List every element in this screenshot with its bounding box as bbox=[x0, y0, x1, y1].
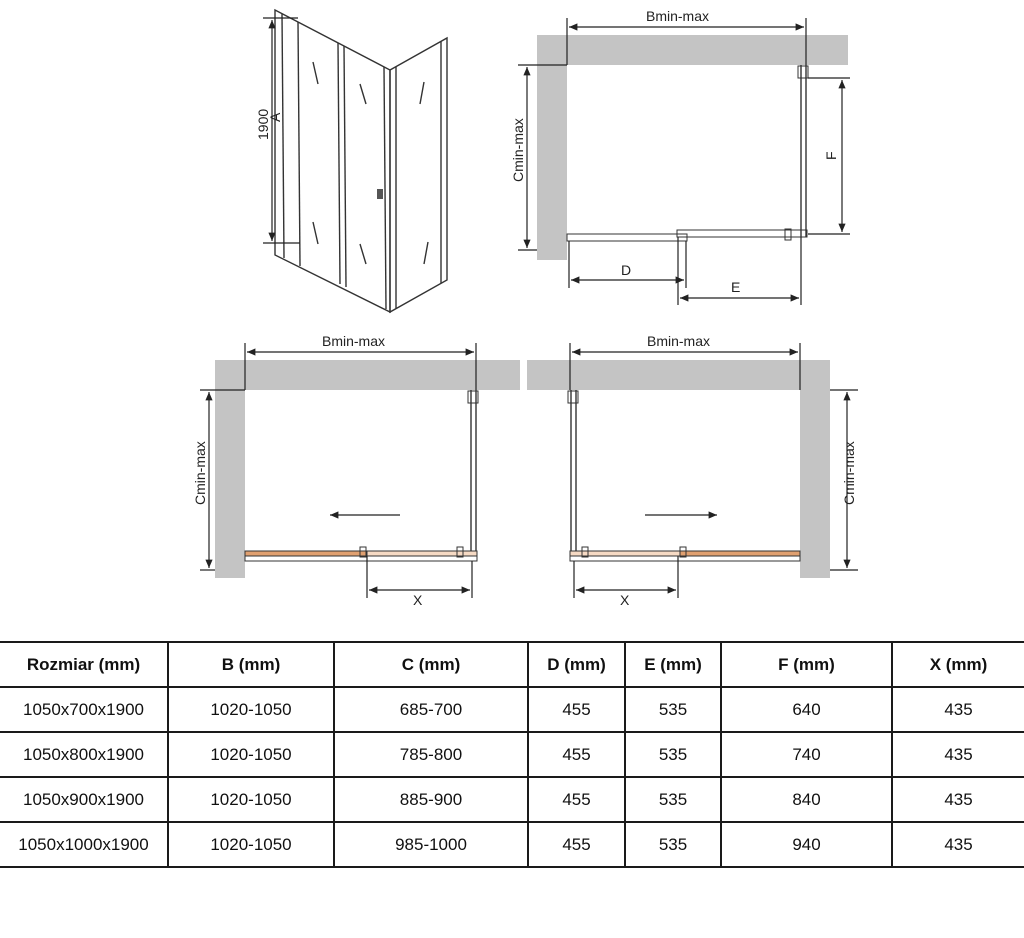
cell-x: 435 bbox=[892, 687, 1024, 732]
c-min-max-label-1: Cmin-max bbox=[510, 118, 526, 182]
cell-c: 985-1000 bbox=[334, 822, 528, 867]
header-f: F (mm) bbox=[721, 642, 892, 687]
cell-f: 640 bbox=[721, 687, 892, 732]
cell-c: 785-800 bbox=[334, 732, 528, 777]
header-b: B (mm) bbox=[168, 642, 334, 687]
height-letter-label: A bbox=[267, 112, 283, 122]
header-c: C (mm) bbox=[334, 642, 528, 687]
cell-x: 435 bbox=[892, 777, 1024, 822]
cell-f: 740 bbox=[721, 732, 892, 777]
cell-f: 940 bbox=[721, 822, 892, 867]
cell-size: 1050x700x1900 bbox=[0, 687, 168, 732]
header-d: D (mm) bbox=[528, 642, 625, 687]
plan-view-bottom-right bbox=[527, 333, 858, 608]
cell-b: 1020-1050 bbox=[168, 687, 334, 732]
cell-size: 1050x900x1900 bbox=[0, 777, 168, 822]
plan-view-bottom-left bbox=[192, 333, 520, 608]
table-row bbox=[0, 822, 1024, 867]
cell-b: 1020-1050 bbox=[168, 777, 334, 822]
height-value-label: 1900 bbox=[255, 108, 271, 140]
cell-f: 840 bbox=[721, 777, 892, 822]
f-label: F bbox=[823, 151, 839, 160]
header-x: X (mm) bbox=[892, 642, 1024, 687]
cell-e: 535 bbox=[625, 732, 721, 777]
c-min-max-label-3: Cmin-max bbox=[841, 441, 857, 505]
table-row bbox=[0, 732, 1024, 777]
cell-d: 455 bbox=[528, 687, 625, 732]
x-label-2: X bbox=[620, 592, 630, 608]
cell-b: 1020-1050 bbox=[168, 732, 334, 777]
cell-c: 685-700 bbox=[334, 687, 528, 732]
cell-size: 1050x800x1900 bbox=[0, 732, 168, 777]
d-label: D bbox=[621, 262, 632, 278]
cell-d: 455 bbox=[528, 732, 625, 777]
cell-e: 535 bbox=[625, 822, 721, 867]
header-e: E (mm) bbox=[625, 642, 721, 687]
cell-d: 455 bbox=[528, 822, 625, 867]
cell-e: 535 bbox=[625, 777, 721, 822]
b-min-max-label-3: Bmin-max bbox=[647, 333, 711, 349]
cell-x: 435 bbox=[892, 732, 1024, 777]
plan-view-top-right bbox=[510, 8, 850, 305]
c-min-max-label-2: Cmin-max bbox=[192, 441, 208, 505]
cell-d: 455 bbox=[528, 777, 625, 822]
perspective-view bbox=[255, 10, 447, 312]
x-label-1: X bbox=[413, 592, 423, 608]
e-label: E bbox=[731, 279, 741, 295]
header-size: Rozmiar (mm) bbox=[0, 642, 168, 687]
cell-e: 535 bbox=[625, 687, 721, 732]
table-header-row bbox=[0, 642, 1024, 687]
cell-c: 885-900 bbox=[334, 777, 528, 822]
cell-x: 435 bbox=[892, 822, 1024, 867]
dimensions-table bbox=[0, 641, 1024, 868]
b-min-max-label-2: Bmin-max bbox=[322, 333, 386, 349]
b-min-max-label-1: Bmin-max bbox=[646, 8, 710, 24]
table-row bbox=[0, 687, 1024, 732]
table-row bbox=[0, 777, 1024, 822]
cell-b: 1020-1050 bbox=[168, 822, 334, 867]
cell-size: 1050x1000x1900 bbox=[0, 822, 168, 867]
